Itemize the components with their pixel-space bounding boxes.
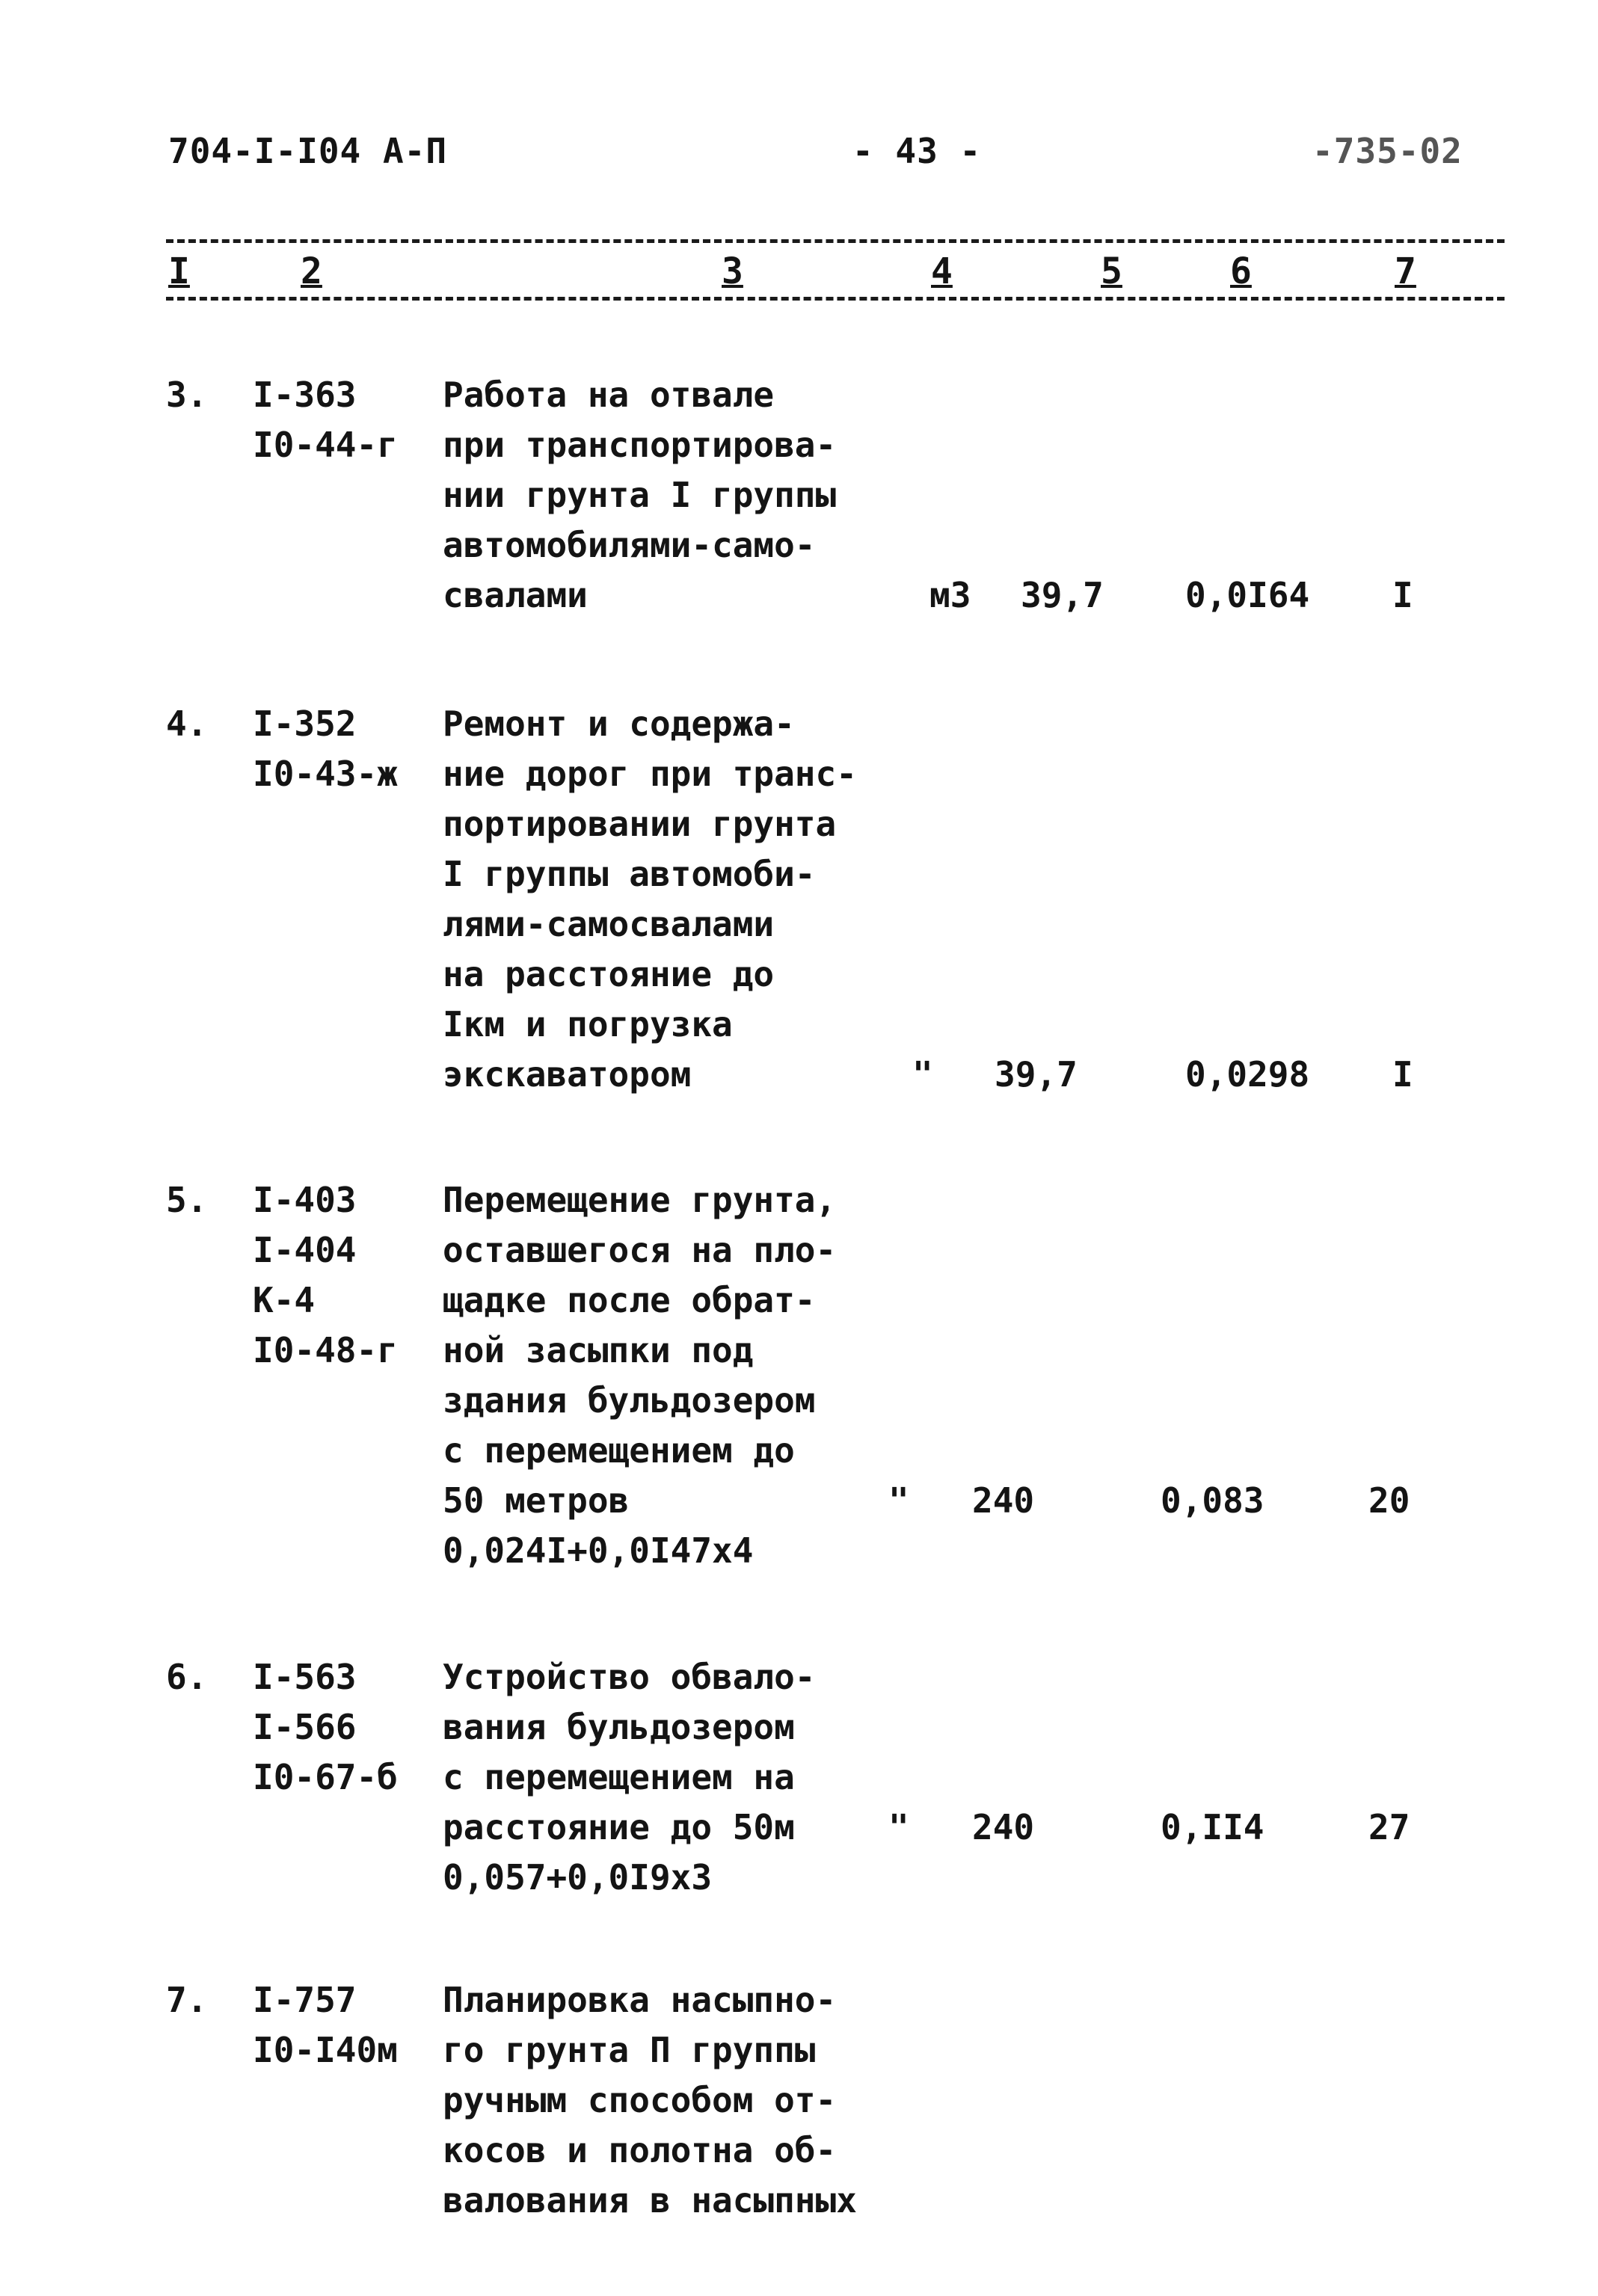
code-line: I-404 — [253, 1230, 357, 1270]
code-line: I-363 — [253, 375, 357, 415]
description-line: портировании грунта — [443, 804, 837, 844]
description-line: валования в насыпных — [443, 2180, 857, 2220]
description-line: 0,024I+0,0I47х4 — [443, 1530, 754, 1571]
column-number-7: 7 — [1395, 250, 1416, 292]
row-norm: 0,0I64 — [1185, 575, 1310, 615]
description-line: расстояние до 50м — [443, 1807, 795, 1847]
column-number-3: 3 — [722, 250, 743, 292]
row-codes — [253, 1652, 398, 1803]
row-description — [443, 1975, 857, 2226]
row-codes — [253, 1975, 398, 2075]
row-norm: 0,0298 — [1185, 1054, 1310, 1095]
row-number: 5. — [166, 1180, 208, 1220]
code-line: I0-43-ж — [253, 754, 398, 794]
description-line: Работа на отвале — [443, 375, 775, 415]
column-number-2: 2 — [301, 250, 322, 292]
row-description — [443, 370, 836, 621]
row-unit: " — [912, 1054, 933, 1095]
description-line: Устройство обвало- — [443, 1657, 816, 1697]
description-line: ние дорог при транс- — [443, 754, 857, 794]
code-line: К-4 — [253, 1280, 316, 1320]
description-line: на расстояние до — [443, 954, 775, 994]
column-number-1: I — [168, 250, 190, 292]
code-line: I-566 — [253, 1707, 357, 1747]
sheet-code: -735-02 — [1312, 131, 1463, 171]
description-line: здания бульдозером — [443, 1380, 816, 1421]
row-norm: 0,083 — [1161, 1480, 1264, 1521]
code-line: I-352 — [253, 704, 357, 744]
column-number-4: 4 — [931, 250, 953, 292]
code-line: I-757 — [253, 1980, 357, 2020]
description-line: вания бульдозером — [443, 1707, 795, 1747]
table-header-rule-bottom — [166, 297, 1505, 301]
column-number-5: 5 — [1101, 250, 1122, 292]
code-line: I0-48-г — [253, 1330, 398, 1370]
description-line: лями-самосвалами — [443, 904, 775, 944]
row-quantity: 39,7 — [1021, 575, 1104, 615]
row-total: I — [1392, 575, 1413, 615]
description-line: I группы автомоби- — [443, 854, 816, 894]
row-number: 4. — [166, 704, 208, 744]
description-line: с перемещением до — [443, 1430, 795, 1471]
row-codes — [253, 370, 398, 470]
code-line: I0-67-б — [253, 1757, 398, 1797]
table-header-rule-top — [166, 239, 1505, 243]
description-line: экскаватором — [443, 1054, 692, 1095]
description-line: автомобилями-само- — [443, 525, 816, 565]
description-line: оставшегося на пло- — [443, 1230, 837, 1270]
row-unit: " — [888, 1480, 909, 1521]
description-line: щадке после обрат- — [443, 1280, 816, 1320]
row-quantity: 240 — [972, 1480, 1035, 1521]
description-line: с перемещением на — [443, 1757, 795, 1797]
row-unit: м3 — [929, 575, 971, 615]
row-norm: 0,II4 — [1161, 1807, 1264, 1847]
row-description — [443, 1175, 836, 1576]
row-total: 27 — [1368, 1807, 1410, 1847]
row-description — [443, 699, 857, 1100]
description-line: ручным способом от- — [443, 2080, 837, 2120]
description-line: при транспортирова- — [443, 425, 837, 465]
description-line: ной засыпки под — [443, 1330, 754, 1370]
description-line: Ремонт и содержа- — [443, 704, 795, 744]
row-total: 20 — [1368, 1480, 1410, 1521]
code-line: I-563 — [253, 1657, 357, 1697]
description-line: го грунта П группы — [443, 2030, 816, 2070]
row-number: 7. — [166, 1980, 208, 2020]
description-line: Планировка насыпно- — [443, 1980, 837, 2020]
row-unit: " — [888, 1807, 909, 1847]
row-number: 3. — [166, 375, 208, 415]
description-line: Перемещение грунта, — [443, 1180, 837, 1220]
document-code: 704-I-I04 А-П — [168, 131, 448, 171]
row-total: I — [1392, 1054, 1413, 1095]
row-quantity: 39,7 — [995, 1054, 1078, 1095]
code-line: I0-44-г — [253, 425, 398, 465]
row-quantity: 240 — [972, 1807, 1035, 1847]
row-codes — [253, 699, 398, 799]
code-line: I0-I40м — [253, 2030, 398, 2070]
description-line: свалами — [443, 575, 588, 615]
description-line: косов и полотна об- — [443, 2130, 837, 2170]
page-number: - 43 - — [852, 131, 982, 171]
row-description — [443, 1652, 816, 1903]
description-line: нии грунта I группы — [443, 475, 837, 515]
description-line: Iкм и погрузка — [443, 1004, 733, 1044]
code-line: I-403 — [253, 1180, 357, 1220]
column-number-6: 6 — [1230, 250, 1252, 292]
row-codes — [253, 1175, 398, 1376]
description-line: 50 метров — [443, 1480, 630, 1521]
description-line: 0,057+0,0I9х3 — [443, 1857, 713, 1898]
row-number: 6. — [166, 1657, 208, 1697]
